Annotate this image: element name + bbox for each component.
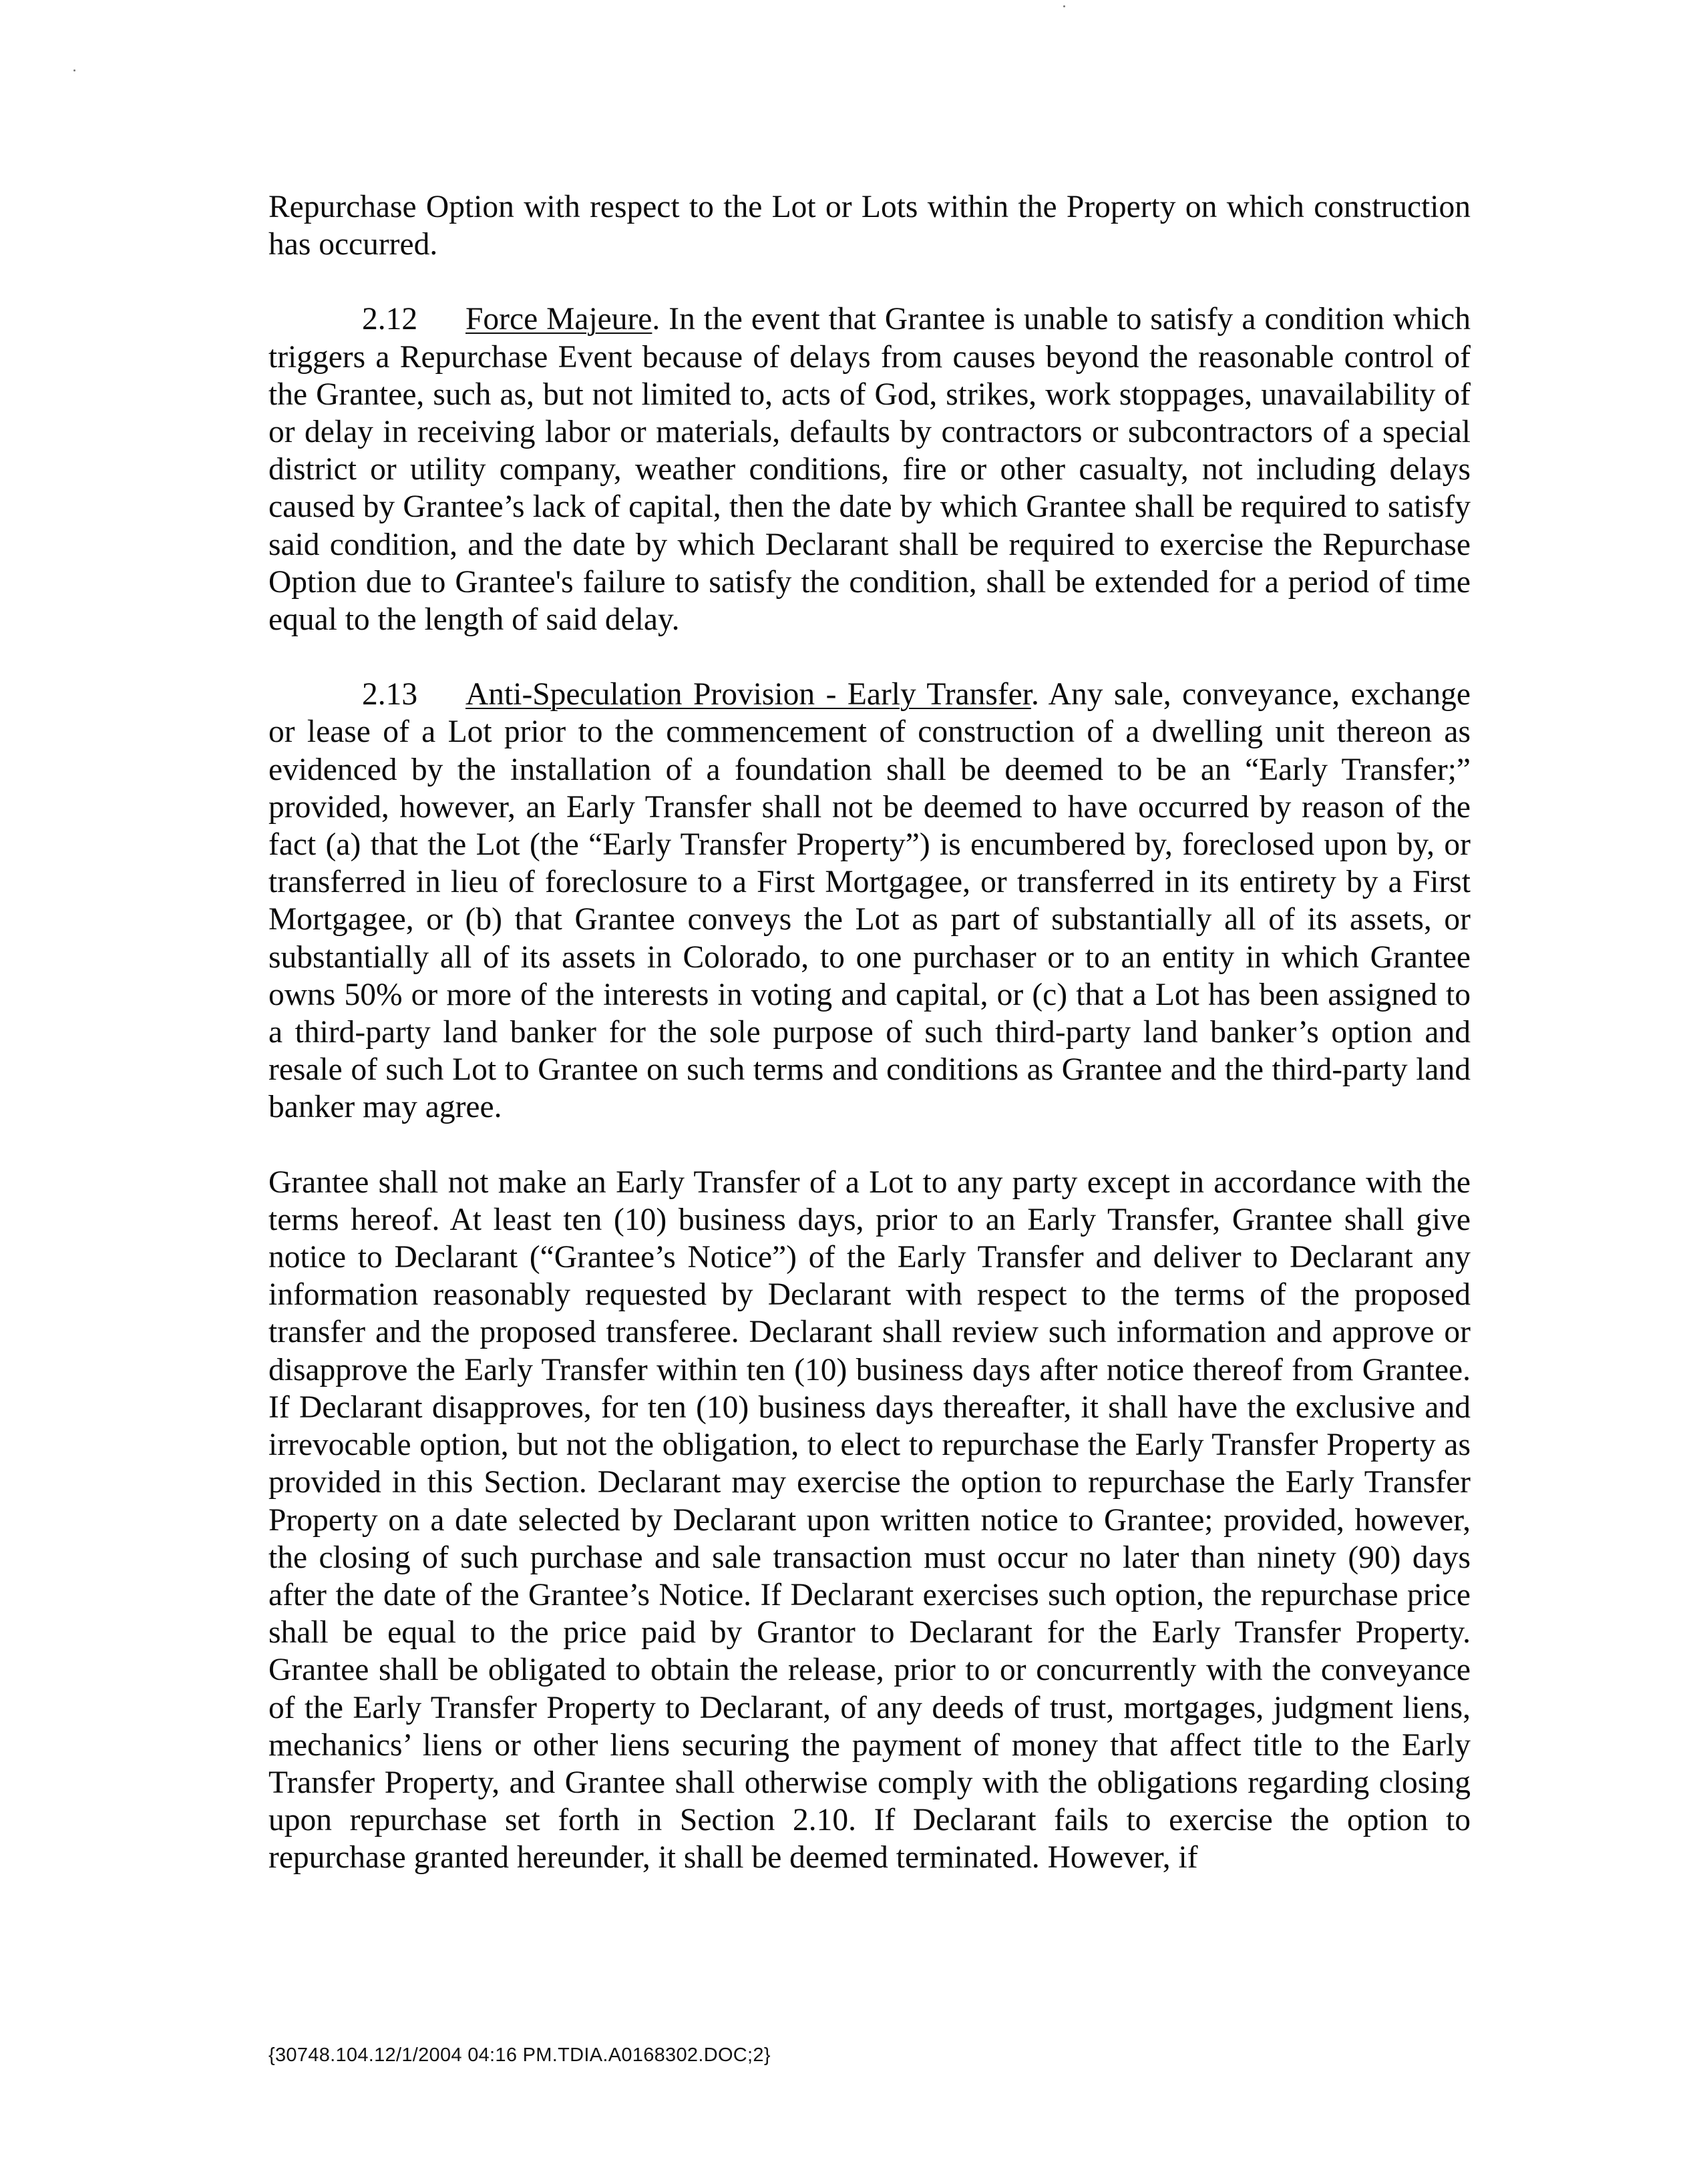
section-text: . In the event that Grantee is unable to satisfy a condition which triggers a Repurchase Event because of delays from causes beyond the reasonable control of the Grantee, such as, but not limited to, acts of God, strikes, work stoppages, unavailability of or delay in receiving labor or materials, defaults by contractors or subcontractors of a special district or utility company, weather conditions, fire or other casualty, not including delays caused by Grantee’s lack of capital, then the date by which Grantee shall be required to satisfy said condition, and the date by which Declarant shall be required to exercise the Repurchase Option due to Grantee's failure to satisfy the condition, shall be extended for a period of time equal to the length of said delay. [268, 302, 1471, 638]
section-heading: Anti-Speculation Provision - Early Transfer [465, 677, 1031, 712]
section-2-12 [268, 300, 1471, 638]
scan-speck [73, 69, 75, 71]
paragraph-continuation: Repurchase Option with respect to the Lot or Lots within the Property on which construction has occurred. [268, 190, 1471, 262]
section-text: . Any sale, conveyance, exchange or lease of a Lot prior to the commencement of construction of a dwelling unit thereon as evidenced by the installation of a foundation shall be deemed to be an “Early Transfer;” provided, however, an Early Transfer shall not be deemed to have occurred by reason of the fact (a) that the Lot (the “Early Transfer Property”) is encumbered by, foreclosed upon by, or transferred in lieu of foreclosure to a First Mortgagee, or transferred in its entirety by a First Mortgagee, or (b) that Grantee conveys the Lot as part of substantially all of its assets, or substantially all of its assets in Colorado, to one purchaser or to an entity in which Grantee owns 50% or more of the interests in voting and capital, or (c) that a Lot has been assigned to a third-party land banker for the sole purpose of such third-party land banker’s option and resale of such Lot to Grantee on such terms and conditions as Grantee and the third-party land banker may agree. [268, 677, 1471, 1125]
scan-speck [1063, 5, 1065, 7]
document-body [268, 188, 1471, 1877]
document-footer-id: {30748.104.12/1/2004 04:16 PM.TDIA.A0168302.DOC;2} [268, 2044, 771, 2066]
paragraph-early-transfer-notice: Grantee shall not make an Early Transfer of a Lot to any party except in accordance with the terms hereof. At least ten (10) business days, prior to an Early Transfer, Grantee shall give notice to Declarant (“Grantee’s Notice”) of the Early Transfer and deliver to Declarant any information reasonably requested by Declarant with respect to the terms of the proposed transfer and the proposed transferee. Declarant shall review such information and approve or disapprove the Early Transfer within ten (10) business days after notice thereof from Grantee. If Declarant disapproves, for ten (10) business days thereafter, it shall have the exclusive and irrevocable option, but not the obligation, to elect to repurchase the Early Transfer Property as provided in this Section. Declarant may exercise the option to repurchase the Early Transfer Property on a date selected by Declarant upon written notice to Grantee; provided, however, the closing of such purchase and sale transaction must occur no later than ninety (90) days after the date of the Grantee’s Notice. If Declarant exercises such option, the repurchase price shall be equal to the price paid by Grantor to Declarant for the Early Transfer Property. Grantee shall be obligated to obtain the release, prior to or concurrently with the conveyance of the Early Transfer Property to Declarant, of any deeds of trust, mortgages, judgment liens, mechanics’ liens or other liens securing the payment of money that affect title to the Early Transfer Property, and Grantee shall otherwise comply with the obligations regarding closing upon repurchase set forth in Section 2.10. If Declarant fails to exercise the option to repurchase granted hereunder, it shall be deemed terminated. However, if [268, 1164, 1471, 1876]
section-number: 2.12 [362, 302, 418, 337]
section-heading: Force Majeure [465, 302, 652, 337]
section-2-13 [268, 676, 1471, 1126]
section-number: 2.13 [362, 677, 418, 712]
